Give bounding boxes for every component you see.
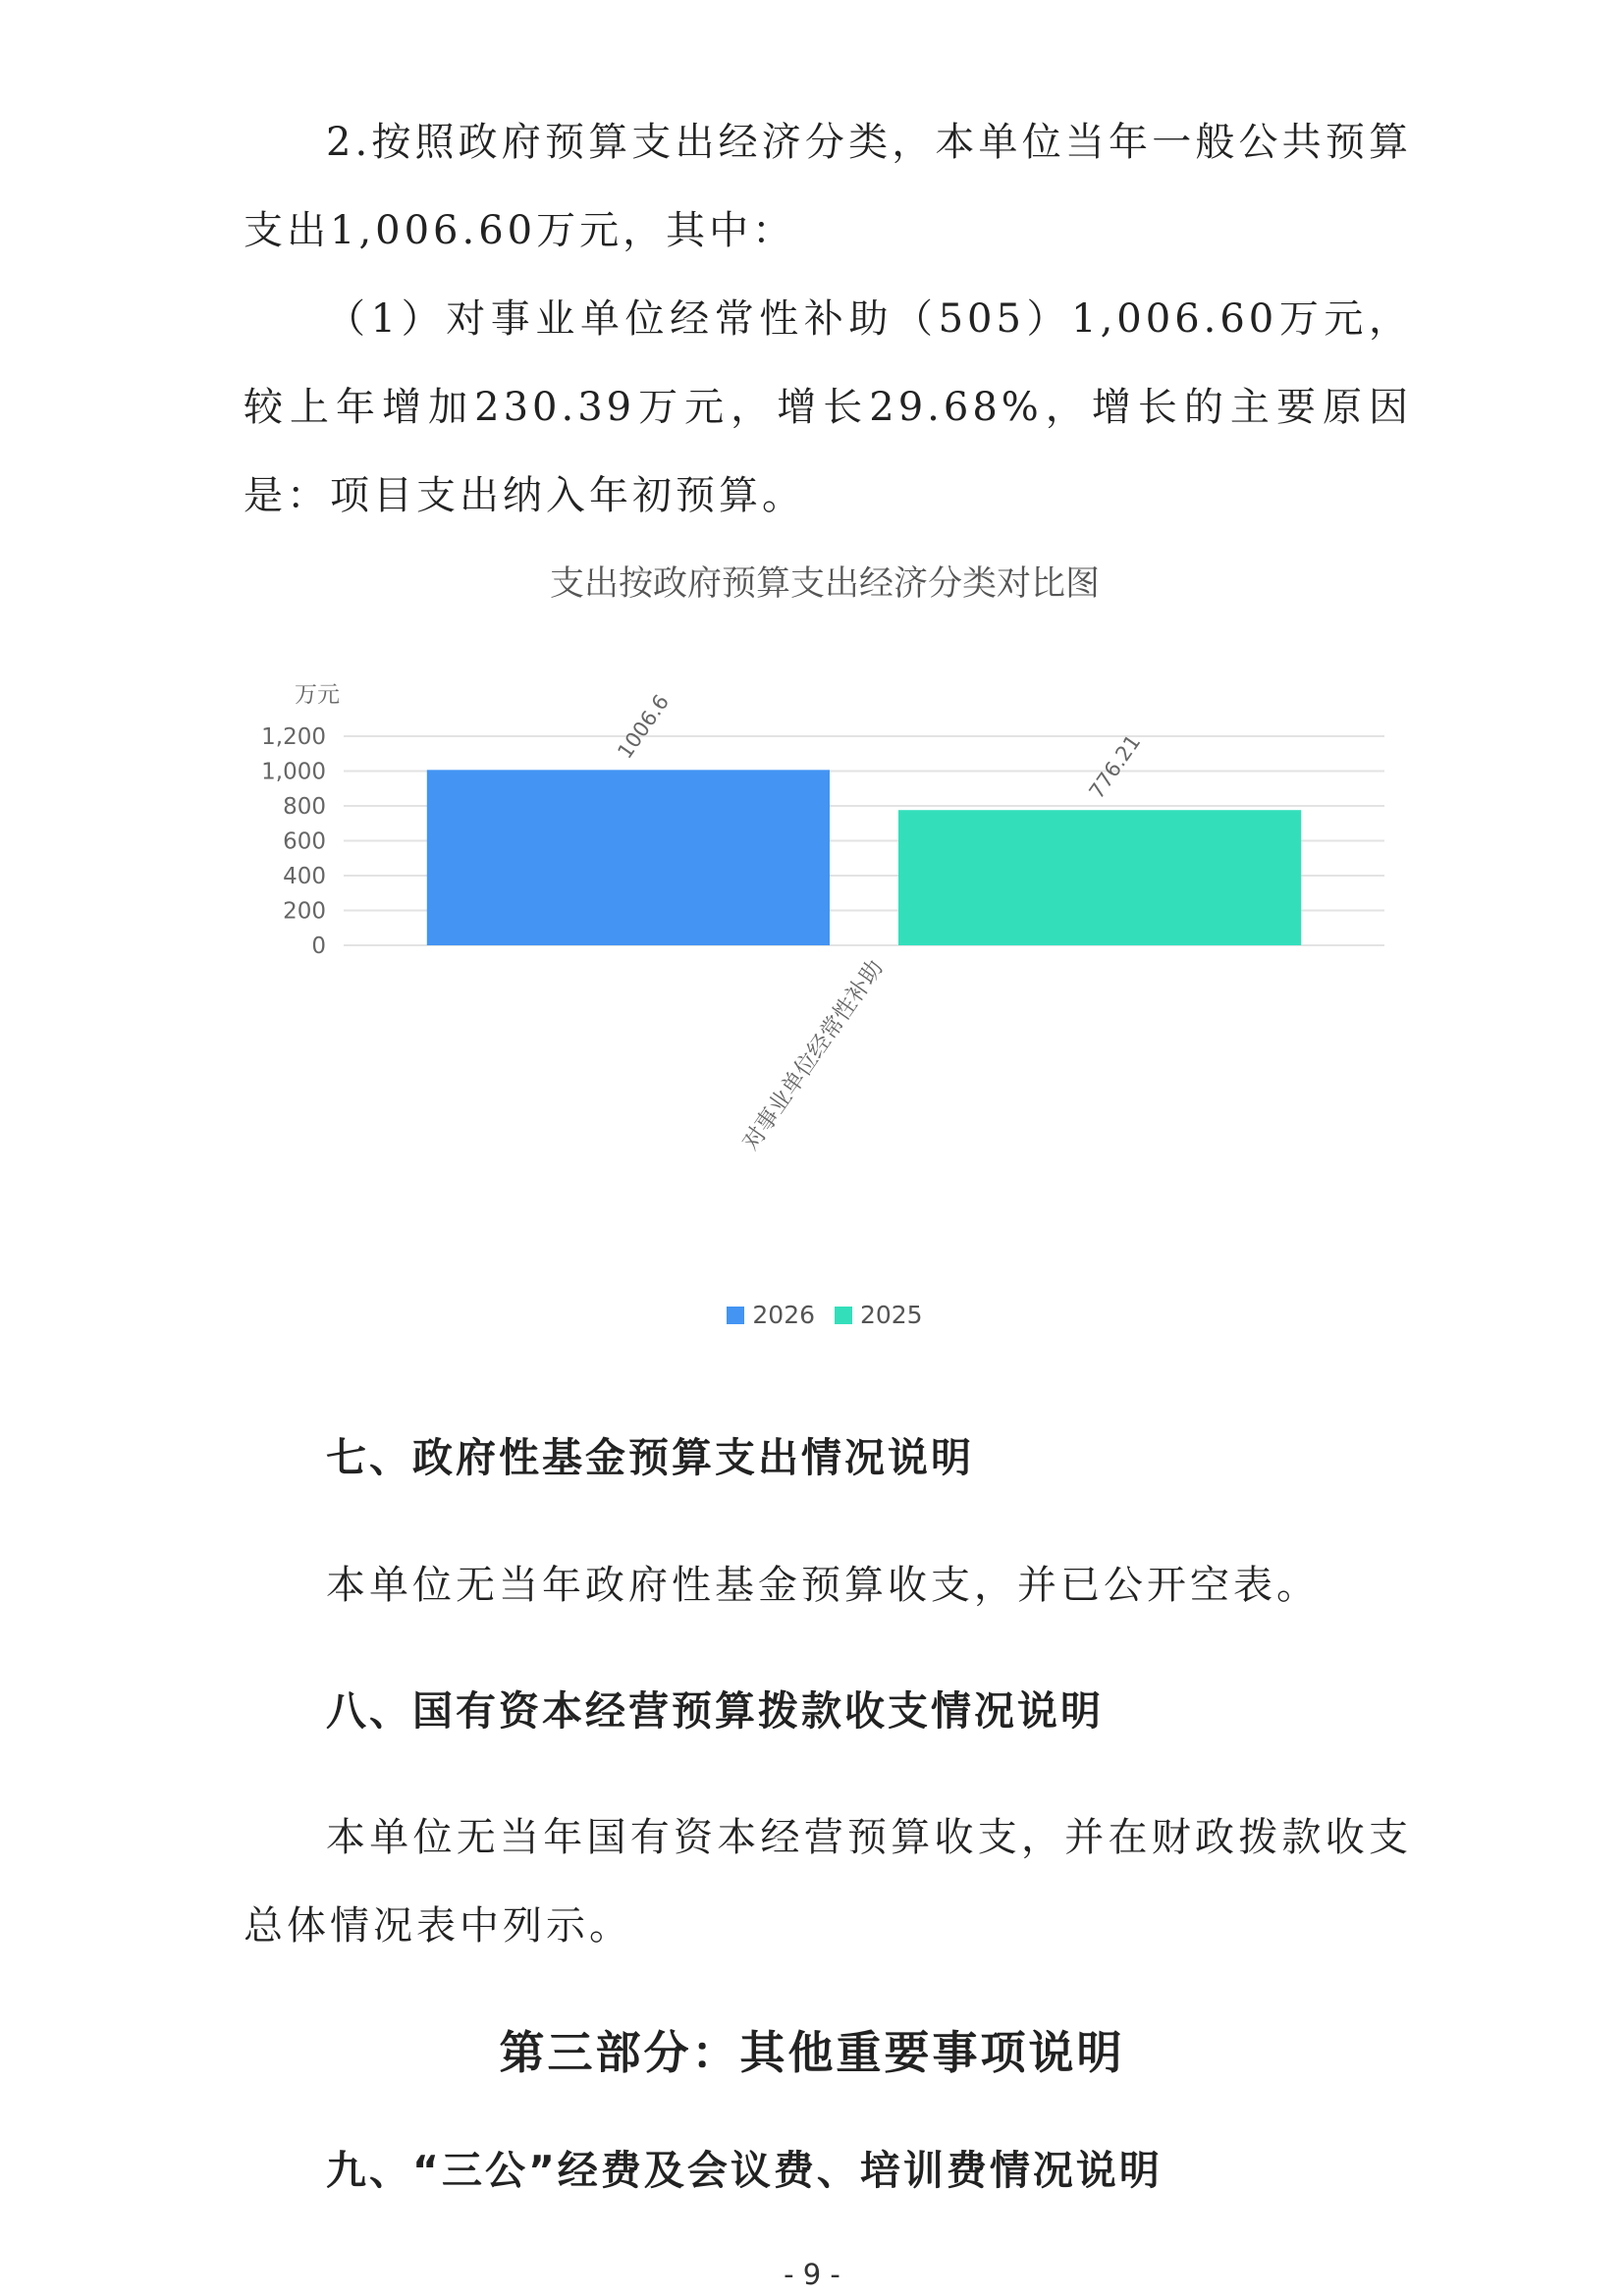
legend-swatch-2026: [727, 1307, 744, 1324]
y-tick-label: 600: [283, 828, 326, 855]
data-label-2026: 1006.6: [613, 690, 675, 764]
page-number: - 9 -: [784, 2258, 840, 2291]
section-7-body: 本单位无当年政府性基金预算收支，并已公开空表。: [326, 1563, 1320, 1608]
legend-item-2025: [835, 1301, 923, 1329]
section-9-heading: 九、“三公”经费及会议费、培训费情况说明: [326, 2147, 1163, 2194]
section-8-heading: 八、国有资本经营预算拨款收支情况说明: [326, 1687, 1104, 1735]
y-tick-label: 1,200: [261, 724, 326, 750]
paragraph-budget-classification: 2.按照政府预算支出经济分类，本单位当年一般公共预算支出1,006.60万元，其中：: [244, 120, 1412, 253]
chart-title: 支出按政府预算支出经济分类对比图: [549, 564, 1100, 604]
y-tick-label: 0: [311, 934, 326, 959]
bar-chart-svg: [226, 545, 1424, 1291]
y-tick-label: 400: [283, 864, 326, 889]
x-category-label: 对事业单位经常性补助: [737, 955, 889, 1155]
legend-label-2025: 2025: [859, 1301, 923, 1329]
section-8-body: 本单位无当年国有资本经营预算收支，并在财政拨款收支总体情况表中列示。: [244, 1815, 1412, 1949]
legend-item-2026: [727, 1301, 815, 1329]
paragraph-subsidy-detail: （1）对事业单位经常性补助（505）1,006.60万元，较上年增加230.39万元，增长29.68%，增长的主要原因是：项目支出纳入年初预算。: [244, 296, 1412, 518]
chart-expenditure-comparison: [226, 545, 1424, 1369]
y-tick-label: 800: [283, 794, 326, 820]
y-tick-label: 1,000: [261, 759, 326, 785]
legend-label-2026: 2026: [752, 1301, 816, 1329]
y-axis-unit-label: 万元: [295, 682, 340, 708]
bar-2025: [898, 810, 1301, 945]
legend-swatch-2025: [835, 1307, 852, 1324]
bar-2026: [427, 770, 830, 945]
chart-legend: [226, 1301, 1424, 1330]
section-7-heading: 七、政府性基金预算支出情况说明: [326, 1434, 974, 1481]
data-label-2025: 776.21: [1084, 730, 1146, 804]
y-tick-label: 200: [283, 898, 326, 925]
part-3-title: 第三部分：其他重要事项说明: [499, 2026, 1125, 2079]
